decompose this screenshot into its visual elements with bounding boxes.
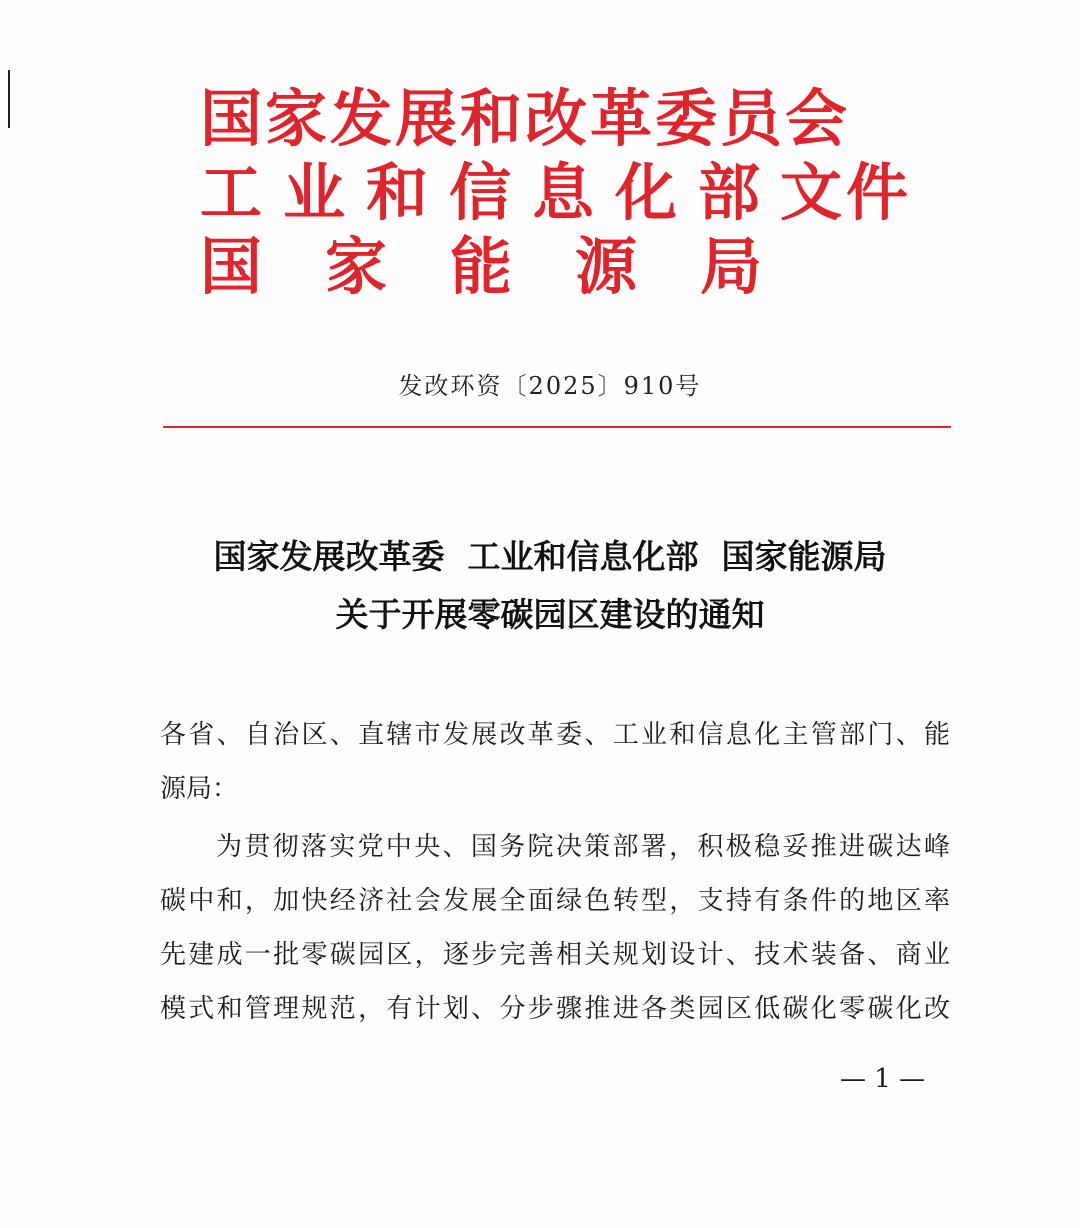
paragraph-line: 先建成一批零碳园区，逐步完善相关规划设计、技术装备、商业 bbox=[160, 940, 950, 970]
issuer-header bbox=[200, 82, 940, 304]
issuer-name: 国家发展和改革委员会 bbox=[200, 82, 851, 155]
title-line: 关于开展零碳园区建设的通知 bbox=[335, 595, 765, 634]
document-title bbox=[0, 528, 1080, 644]
addressee-line: 源局： bbox=[160, 774, 239, 804]
page-number: — 1 — bbox=[840, 1064, 926, 1094]
margin-mark bbox=[8, 70, 10, 128]
red-divider-line bbox=[163, 426, 951, 428]
paragraph-line: 模式和管理规范，有计划、分步骤推进各类园区低碳化零碳化改 bbox=[160, 994, 950, 1024]
document-suffix: 文件 bbox=[780, 156, 913, 229]
issuer-line-miit bbox=[200, 156, 940, 230]
addressee-line: 各省、自治区、直辖市发展改革委、工业和信息化主管部门、能 bbox=[160, 720, 950, 750]
paragraph-line: 碳中和，加快经济社会发展全面绿色转型，支持有条件的地区率 bbox=[160, 886, 950, 916]
paragraph-line: 为贯彻落实党中央、国务院决策部署，积极稳妥推进碳达峰 bbox=[216, 832, 950, 862]
issuer-line-ndrc bbox=[200, 82, 940, 156]
issuer-name: 国家能源局 bbox=[200, 230, 826, 303]
issuer-name: 工业和信息化部 bbox=[200, 156, 782, 229]
issuer-line-nea bbox=[200, 230, 940, 304]
document-body bbox=[160, 708, 950, 1036]
document-number: 发改环资〔2025〕910号 bbox=[398, 372, 702, 400]
title-line: 国家发展改革委 工业和信息化部 国家能源局 bbox=[213, 537, 887, 576]
